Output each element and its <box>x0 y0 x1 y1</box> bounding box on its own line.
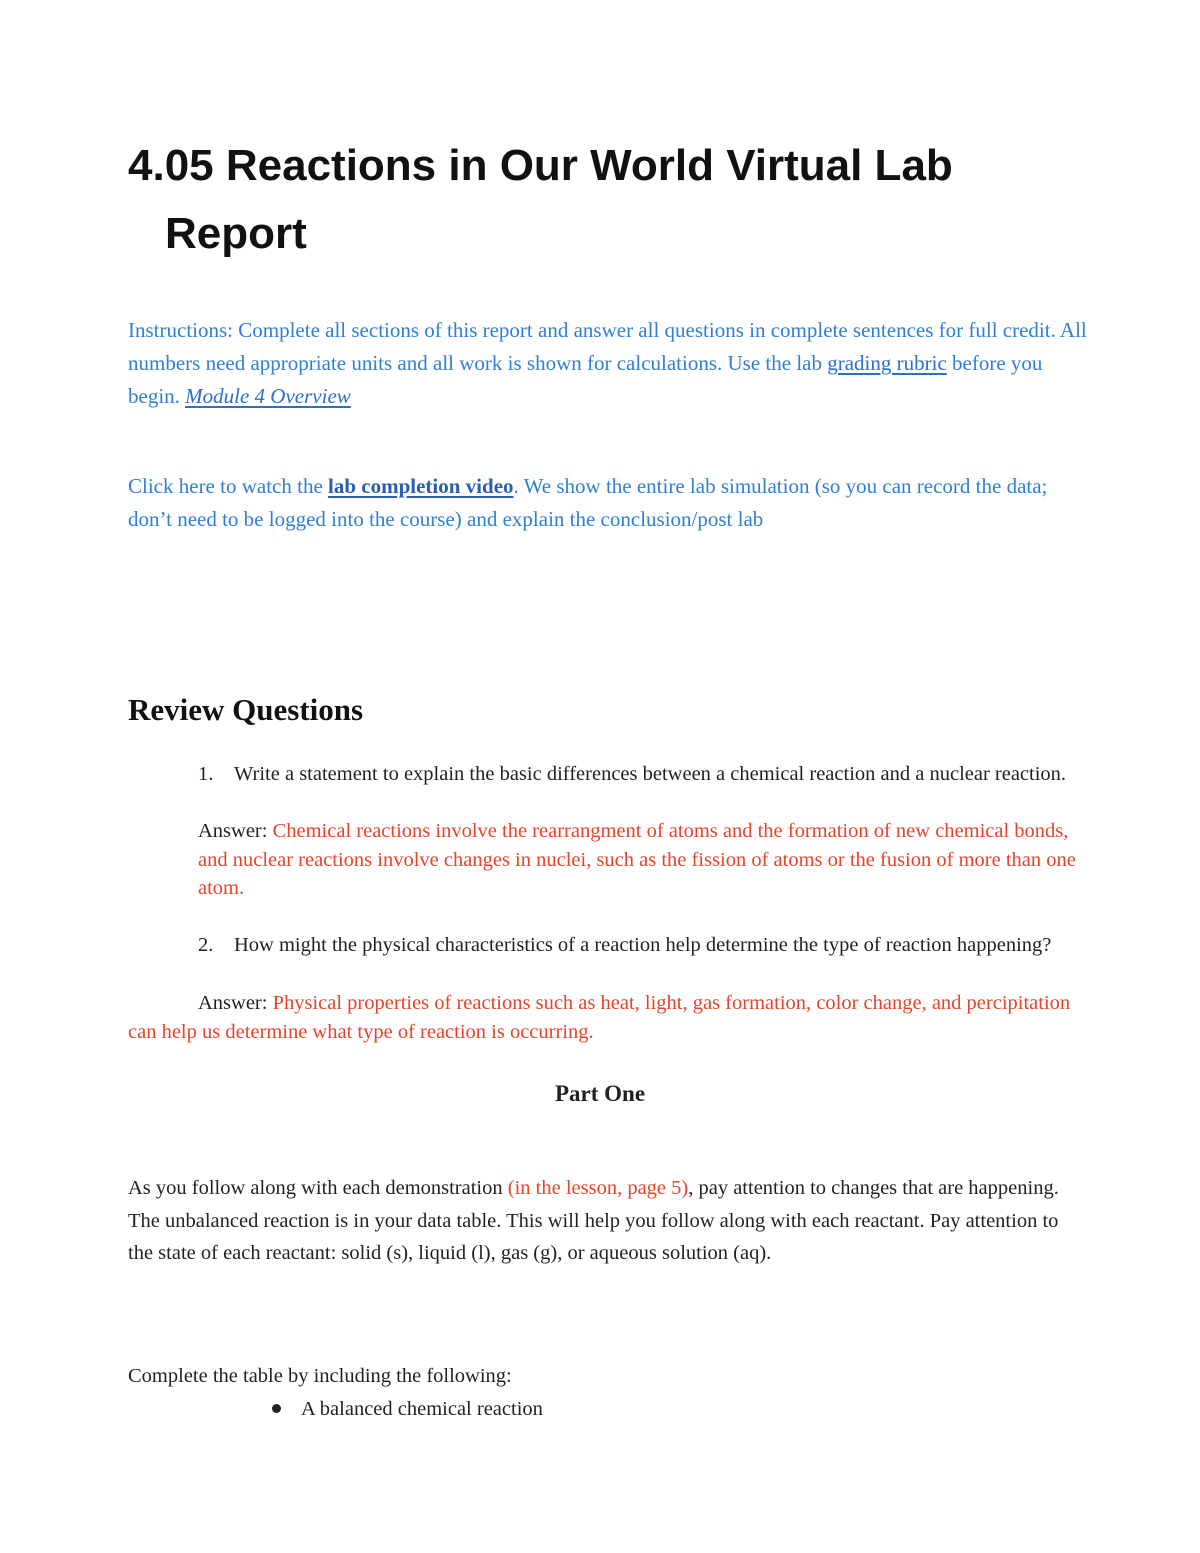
instructions-text: Instructions: Complete all sections of this report and answer all questions in complete sentences for full credit. All numbers need appropriate units and all work is shown for calculations. Use the lab <box>128 318 1087 375</box>
answer-2-text: Physical properties of reactions such as heat, light, gas formation, color change, and percipitation can help us determine what type of reaction is occurring. <box>128 992 1071 1043</box>
video-note-text-after: . We show the entire lab simulation (so you can record the data; don’t need to be logged into the course) and explain the conclusion/post lab <box>128 474 1048 531</box>
instructions-text-after: before you begin. <box>128 351 1043 408</box>
answer-1-text: Chemical reactions involve the rearrangment of atoms and the formation of new chemical bonds, and nuclear reactions involve changes in nuclei, such as the fission of atoms or the fusion of more than one atom. <box>198 820 1076 899</box>
review-questions-heading: Review Questions <box>128 692 364 727</box>
module-overview-link[interactable]: Module 4 Overview <box>185 384 351 408</box>
question-2-text: How might the physical characteristics of a reaction help determine the type of reaction happening? <box>234 934 1052 956</box>
part-one-paragraph <box>128 1172 1078 1270</box>
question-2-number: 2. <box>198 934 214 956</box>
grading-rubric-link[interactable]: grading rubric <box>827 351 947 375</box>
lab-completion-video-link[interactable]: lab completion video <box>328 474 514 498</box>
lesson-page-reference: (in the lesson, page 5) <box>507 1177 689 1199</box>
question-1-number: 1. <box>198 763 214 785</box>
title-line-2: Report <box>165 209 307 258</box>
document-title <box>128 132 1088 268</box>
part-one-text: As you follow along with each demonstration <box>128 1177 508 1199</box>
bullet-icon <box>272 1404 281 1413</box>
question-1 <box>198 760 1078 789</box>
video-note-text: Click here to watch the <box>128 474 329 498</box>
question-2 <box>198 931 1078 960</box>
instructions-paragraph <box>128 314 1088 413</box>
list-item <box>272 1394 543 1424</box>
title-line-1: 4.05 Reactions in Our World Virtual Lab <box>128 141 953 190</box>
video-note-paragraph <box>128 470 1088 536</box>
question-1-text: Write a statement to explain the basic differences between a chemical reaction and a nuclear reaction. <box>234 763 1067 785</box>
bullet-text: A balanced chemical reaction <box>301 1398 543 1420</box>
answer-2-label: Answer: <box>198 992 273 1014</box>
answer-2 <box>128 989 1078 1046</box>
answer-1 <box>198 817 1078 903</box>
part-one-text-after: , pay attention to changes that are happening. The unbalanced reaction is in your data table. This will help you follow along with each reactant. Pay attention to the state of each reactant: solid (s), liquid (l), gas (g), or aqueous solution (aq). <box>128 1177 1059 1264</box>
answer-1-label: Answer: <box>198 820 273 842</box>
part-one-heading: Part One <box>554 1081 646 1106</box>
table-instructions: Complete the table by including the following: <box>128 1365 512 1387</box>
